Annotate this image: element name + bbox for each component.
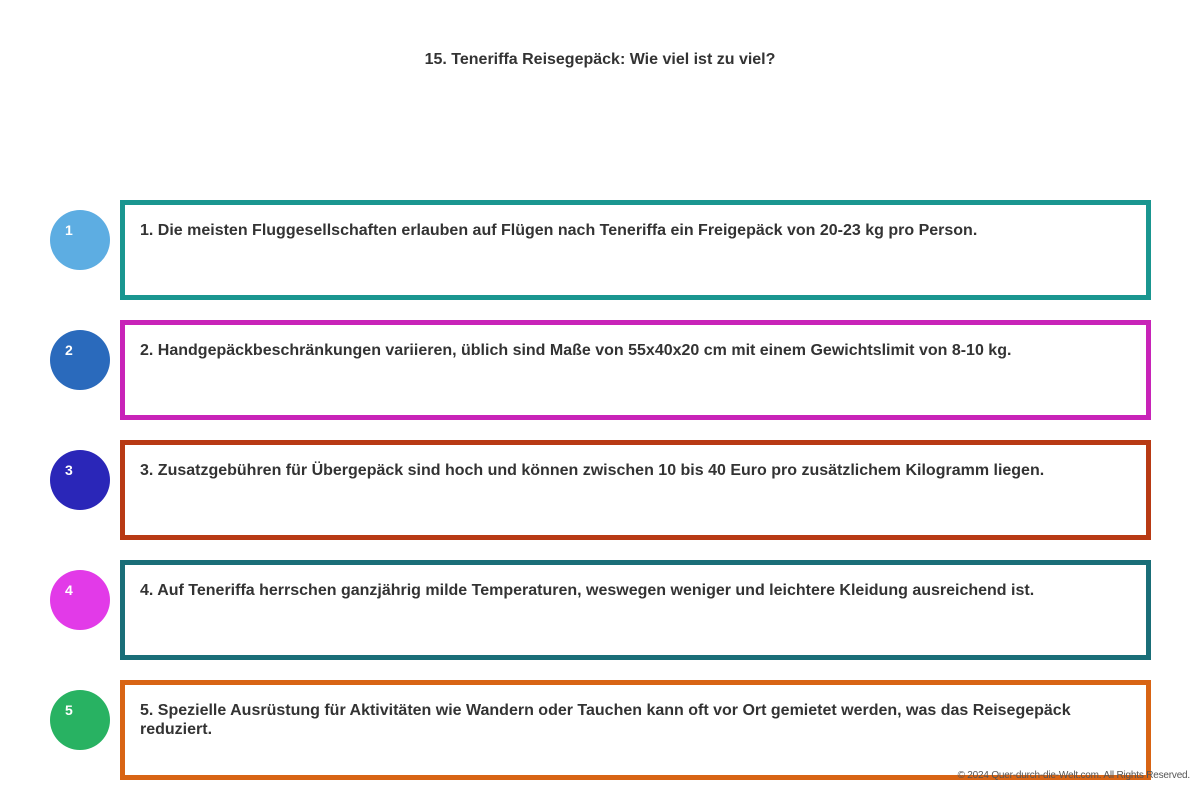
- number-badge-1: 1: [50, 210, 110, 270]
- number-badge-4: 4: [50, 570, 110, 630]
- info-box-1: 1. Die meisten Fluggesellschaften erlauben auf Flügen nach Teneriffa ein Freigepäck von 20-23 kg pro Person.: [120, 200, 1151, 300]
- info-box-5: 5. Spezielle Ausrüstung für Aktivitäten wie Wandern oder Tauchen kann oft vor Ort gemietet werden, was das Reisegepäck reduziert.: [120, 680, 1151, 780]
- info-box-3: 3. Zusatzgebühren für Übergepäck sind hoch und können zwischen 10 bis 40 Euro pro zusätzlichem Kilogramm liegen.: [120, 440, 1151, 540]
- info-box-2: 2. Handgepäckbeschränkungen variieren, üblich sind Maße von 55x40x20 cm mit einem Gewichtslimit von 8-10 kg.: [120, 320, 1151, 420]
- list-item-5: [0, 680, 1200, 780]
- info-box-4: 4. Auf Teneriffa herrschen ganzjährig milde Temperaturen, weswegen weniger und leichtere Kleidung ausreichend ist.: [120, 560, 1151, 660]
- list-item-3: [0, 440, 1200, 540]
- list-item-2: [0, 320, 1200, 420]
- page-title: 15. Teneriffa Reisegepäck: Wie viel ist zu viel?: [424, 51, 776, 68]
- number-badge-5: 5: [50, 690, 110, 750]
- number-badge-3: 3: [50, 450, 110, 510]
- number-badge-2: 2: [50, 330, 110, 390]
- copyright-notice: © 2024 Quer-durch-die-Welt.com. All Rights Reserved.: [957, 770, 1190, 781]
- list-item-4: [0, 560, 1200, 660]
- list-item-1: [0, 200, 1200, 300]
